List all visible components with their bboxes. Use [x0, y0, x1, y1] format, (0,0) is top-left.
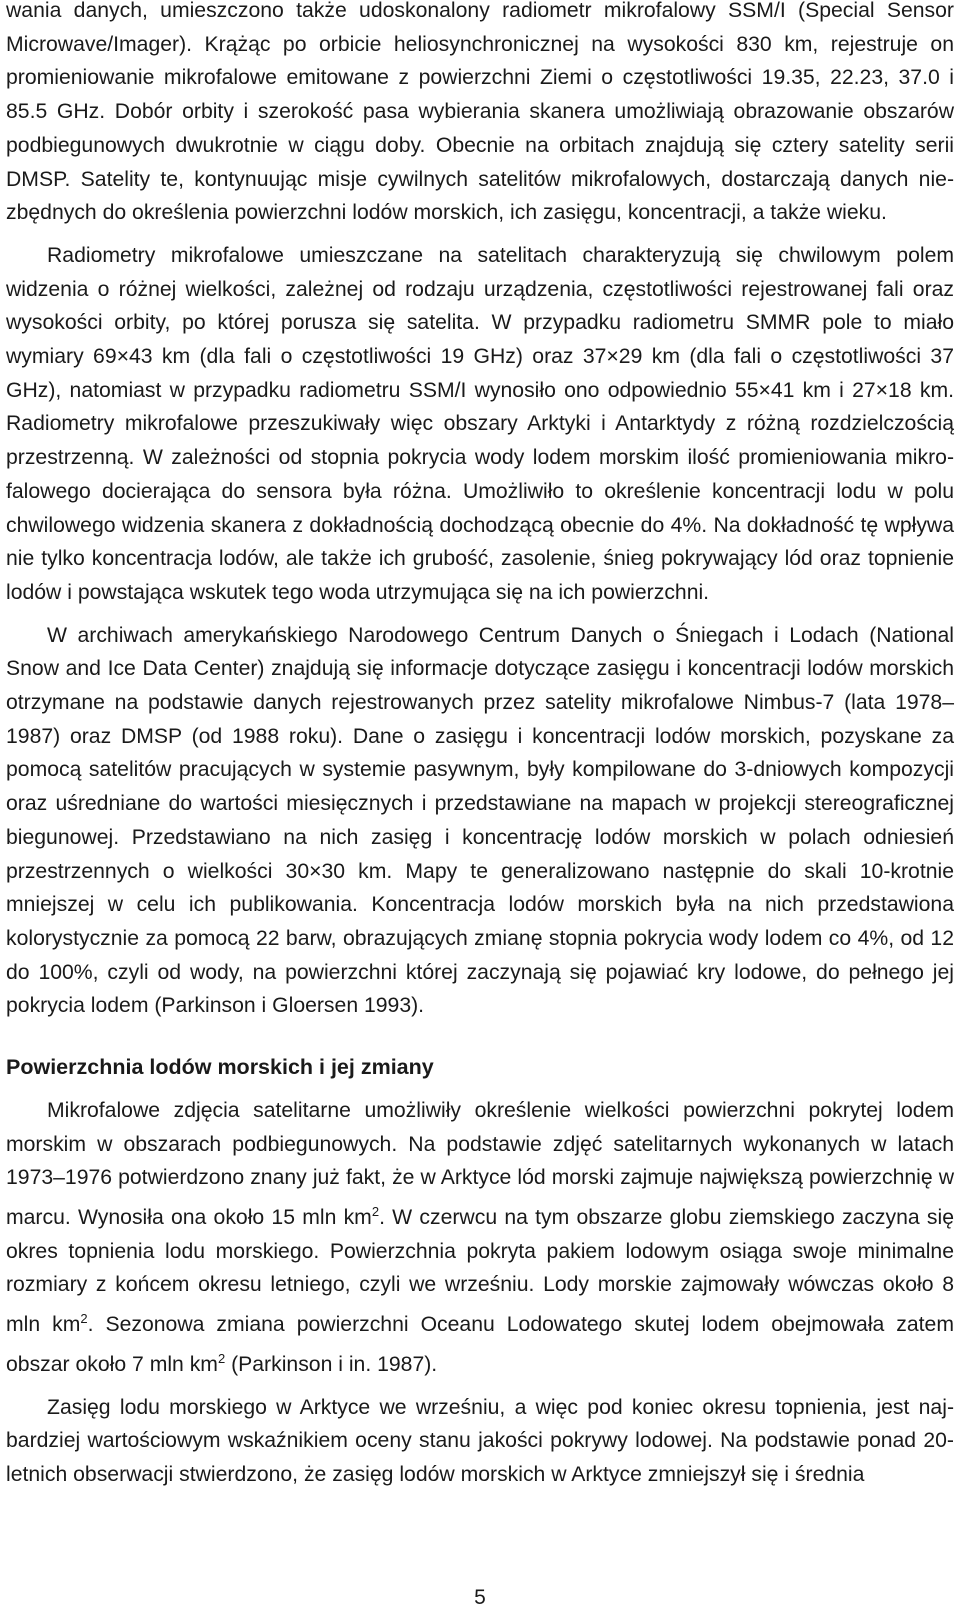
section-heading: Powierzchnia lodów morskich i jej zmiany	[6, 1055, 434, 1080]
text-segment: Mikrofalowe zdjęcia satelitarne umożliwiły określenie wielkości powierzchni pokrytej lodem morskim w obszarach podbiegunowych. Na podstawie zdjęć satelitarnych wykonanych w latach 1973–1976 potwierdzono znany już fakt, że w Arktyce lód morski zajmuje największą powierzchnię w marcu. Wynosiła ona około 15 mln km	[6, 1098, 954, 1229]
paragraph-september-extent: Zasięg lodu morskiego w Arktyce we wrześniu, a więc pod koniec okresu topnienia, jest najbardziej wartościowym wskaźnikiem oceny stanu jakości pokrywy lodowej. Na podstawie ponad 20-letnich obserwacji stwierdzono, że zasięg lodów morskich w Arktyce zmniejszył się i średnia	[6, 1395, 954, 1487]
paragraph-archives: W archiwach amerykańskiego Narodowego Centrum Danych o Śniegach i Lodach (National Snow and Ice Data Center) znajdują się informacje dotyczące zasięgu i koncentracji lodów morskich otrzymane na podstawie danych rejestrowanych przez satelity mikrofalowe Nimbus-7 (lata 1978–1987) oraz DMSP (od 1988 roku). Dane o zasięgu i koncentracji lodów morskich, pozyskane za pomocą satelitów pracujących w systemie pasywnym, były kompilowane do 3-dniowych kompozycji oraz uśredniane do wartości miesięcznych i przedstawiane na mapach w projekcji stereograficznej biegunowej. Przedstawiano na nich zasięg i koncentrację lodów morskich w polach odniesień przestrzennych o wielkości 30×30 km. Mapy te generalizowano następnie do skali 10-krotnie mniejszej w celu ich publikowania. Koncentracja lodów morskich była na nich przedstawiona kolorystycznie za pomocą 22 barw, obrazujących zmianę stopnia pokrycia wody lodem co 4%, od 12 do 100%, czyli od wody, na powierzchni której zaczynają się pojawiać kry lodowe, do pełnego jej pokrycia lodem (Parkinson i Gloersen 1993).	[6, 623, 954, 1018]
page-number: 5	[474, 1586, 486, 1609]
paragraph-continuation: wania danych, umieszczono także udoskonalony radiometr mikrofalowy SSM/I (Special Sensor Microwave/Imager). Krążąc po orbicie heliosynchronicznej na wysokości 830 km, rejestruje on promieniowanie mikrofalowe emitowane z powierzchni Ziemi o częstotliwości 19.35, 22.23, 37.0 i 85.5 GHz. Dobór orbity i szerokość pasa wybierania skanera umożliwiają obrazowanie obszarów podbiegunowych dwukrotnie w ciągu doby. Obecnie na orbitach znajdują się cztery satelity serii DMSP. Satelity te, kontynuując misje cywilnych satelitów mikrofalowych, dostarczają danych niezbędnych do określenia powierzchni lodów morskich, ich zasięgu, koncentracji, a także wieku.	[6, 0, 954, 225]
paragraph-sea-ice-area	[6, 1094, 954, 1382]
text-segment: . Sezonowa zmiana powierzchni Oceanu Lodowatego skutej lodem obejmowała zatem obszar około 7 mln km	[6, 1313, 954, 1376]
superscript: 2	[217, 1350, 226, 1366]
text-segment: . W czerwcu na tym obszarze globu ziemskiego zaczyna się okres topnienia lodu morskiego. Powierzchnia pokryta pakiem lodowym osiąga swoje minimalne rozmiary z końcem okresu letniego, czyli we wrześniu. Lody morskie zajmowały wówczas około 8 mln km	[6, 1205, 954, 1337]
superscript: 2	[371, 1203, 380, 1219]
text-segment: (Parkinson i in. 1987).	[225, 1352, 438, 1376]
paragraph-radiometry: Radiometry mikrofalowe umieszczane na satelitach charakteryzują się chwilowym polem widzenia o różnej wielkości, zależnej od rodzaju urządzenia, częstotliwości rejestrowanej fali oraz wysokości orbity, po której porusza się satelita. W przypadku radiometru SMMR pole to miało wymiary 69×43 km (dla fali o częstotliwości 19 GHz) oraz 37×29 km (dla fali o częstotliwości 37 GHz), natomiast w przypadku radiometru SSM/I wynosiło ono odpowiednio 55×41 km i 27×18 km. Radiometry mikrofalowe przeszukiwały więc obszary Arktyki i Antarktydy z różną rozdzielczością przestrzenną. W zależności od stopnia pokrycia wody lodem morskim ilość promieniowania mikrofalowego docierająca do sensora była różna. Umożliwiło to określenie koncentracji lodu w polu chwilowego widzenia skanera z dokładnością dochodzącą obecnie do 4%. Na dokładność tę wpływa nie tylko koncentracja lodów, ale także ich grubość, zasolenie, śnieg pokrywający lód oraz topnienie lodów i powstająca wskutek tego woda utrzymująca się na ich powierzchni.	[6, 243, 954, 604]
superscript: 2	[80, 1311, 88, 1327]
